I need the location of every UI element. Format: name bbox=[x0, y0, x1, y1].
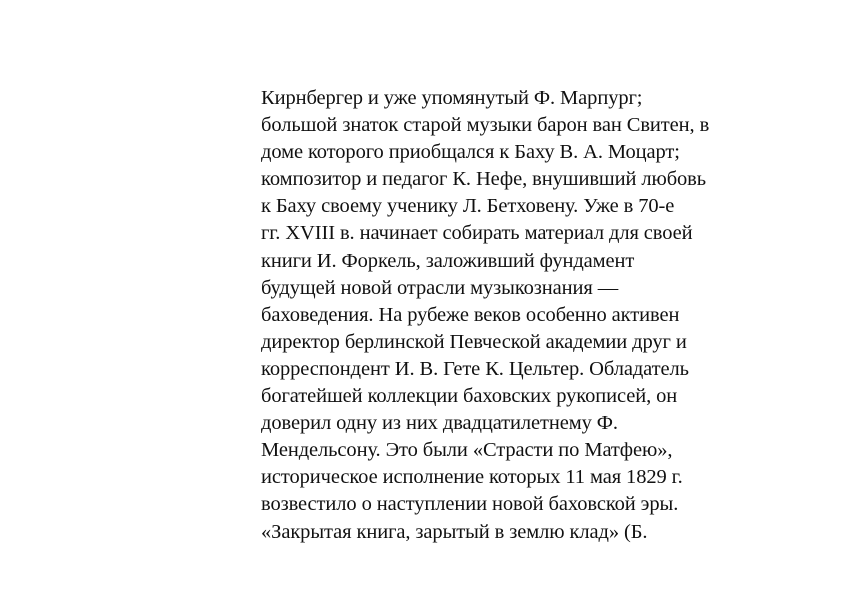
text-line-1: Кирнбергер и уже упомянутый Ф. Марпург; bbox=[261, 87, 643, 109]
text-line-3: доме которого приобщался к Баху В. А. Моцарт; bbox=[261, 141, 680, 164]
text-line-16: возвестило о наступлении новой баховской эры. bbox=[261, 493, 679, 516]
text-line-9: баховедения. На рубеже веков особенно активен bbox=[261, 303, 680, 326]
text-line-13: доверил одну из них двадцатилетнему Ф. bbox=[261, 412, 618, 435]
text-line-12: богатейшей коллекции баховских рукописей, он bbox=[261, 385, 678, 408]
text-line-10: директор берлинской Певческой академии друг и bbox=[261, 330, 687, 353]
text-line-8: будущей новой отрасли музыкознания — bbox=[261, 276, 619, 299]
text-line-2: большой знаток старой музыки барон ван Свитен, в bbox=[261, 114, 710, 137]
text-line-14: Мендельсону. Это были «Страсти по Матфею», bbox=[261, 439, 673, 462]
text-line-7: книги И. Форкель, заложивший фундамент bbox=[261, 249, 635, 272]
text-line-15: историческое исполнение которых 11 мая 1829 г. bbox=[261, 466, 683, 489]
text-line-17: «Закрытая книга, зарытый в землю клад» (Б. bbox=[261, 520, 648, 543]
text-line-4: композитор и педагог К. Нефе, внушивший любовь bbox=[261, 168, 707, 191]
text-line-11: корреспондент И. В. Гете К. Цельтер. Обладатель bbox=[261, 357, 689, 380]
text-line-5: к Баху своему ученику Л. Бетховену. Уже в 70-е bbox=[261, 195, 675, 218]
text-line-6: гг. XVIII в. начинает собирать материал для своей bbox=[261, 222, 693, 245]
body-text bbox=[261, 85, 781, 546]
